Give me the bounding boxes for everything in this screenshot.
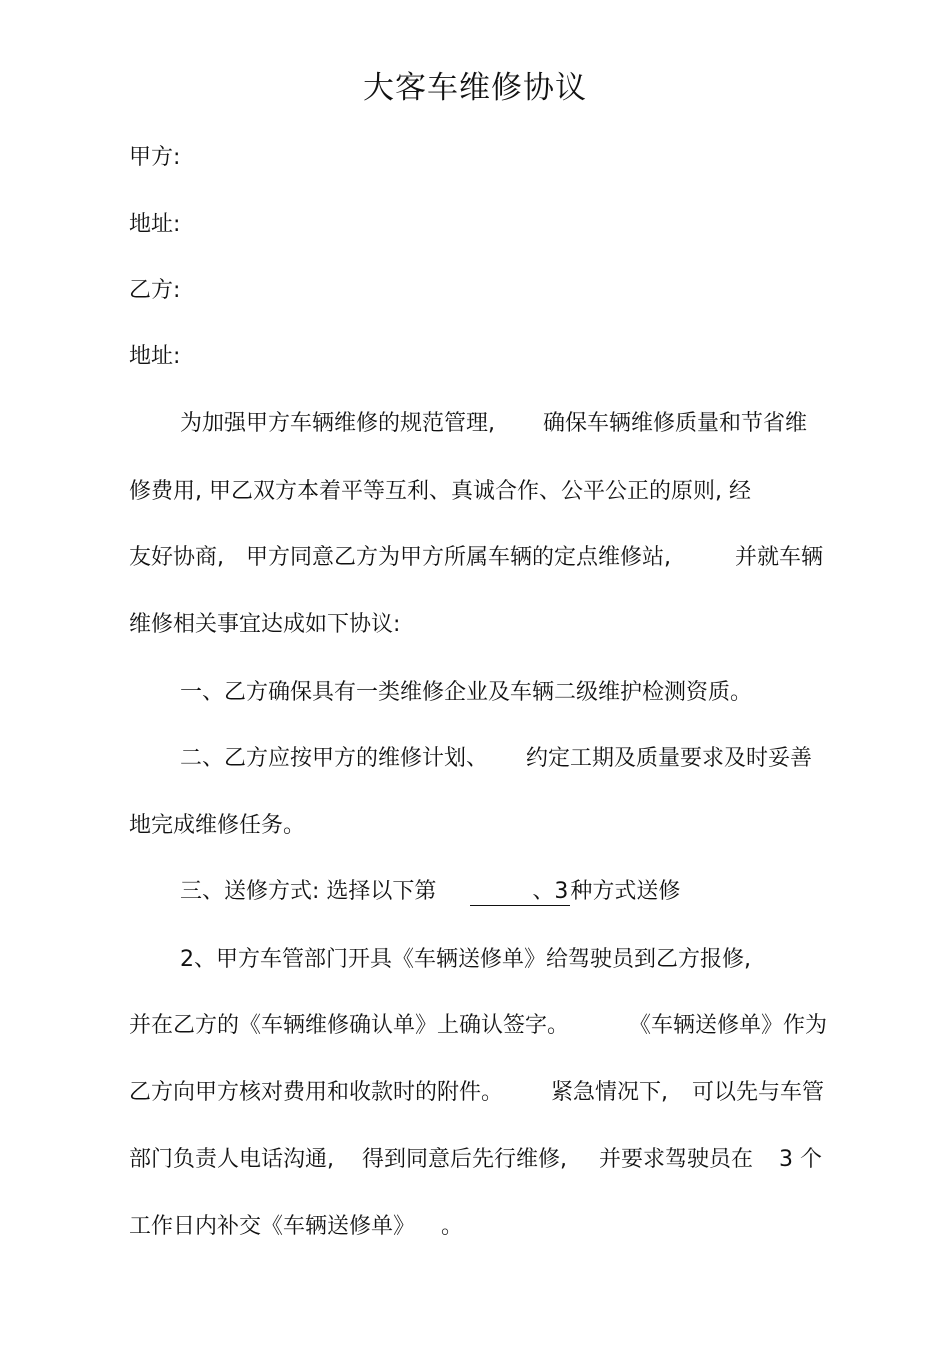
clause-2-line-1 <box>180 744 812 774</box>
clause-3-prefix: 三、送修方式: 选择以下第 <box>180 879 437 904</box>
clause-text: 二、乙方应按甲方的维修计划、 <box>180 746 489 771</box>
intro-text: 为加强甲方车辆维修的规范管理, <box>180 411 495 436</box>
item-text: 乙方向甲方核对费用和收款时的附件。 <box>129 1080 504 1105</box>
clause-3 <box>180 877 680 907</box>
item-text: 并在乙方的《车辆维修确认单》上确认签字。 <box>129 1013 570 1038</box>
item-text: 部门负责人电话沟通, <box>129 1147 334 1172</box>
document-title: 大客车维修协议 <box>363 70 587 106</box>
item-text: 得到同意后先行维修, <box>362 1147 567 1172</box>
item-2-line-3 <box>129 1078 824 1108</box>
item-text: 3 个 <box>779 1147 823 1172</box>
item-text: 工作日内补交《车辆送修单》 <box>129 1214 416 1239</box>
item-2-line-2 <box>129 1011 827 1041</box>
item-text: 。 <box>441 1214 464 1239</box>
intro-line-4: 维修相关事宜达成如下协议: <box>129 612 401 637</box>
item-text: 可以先与车管 <box>692 1080 825 1105</box>
item-2-line-4 <box>129 1145 822 1175</box>
item-text: 紧急情况下, <box>551 1080 669 1105</box>
clause-text: 约定工期及质量要求及时妥善 <box>526 746 813 771</box>
party-b-label: 乙方: <box>129 278 181 303</box>
item-2-line-1: 2、甲方车管部门开具《车辆送修单》给驾驶员到乙方报修, <box>180 947 751 972</box>
intro-line-3 <box>129 543 823 573</box>
intro-text: 确保车辆维修质量和节省维 <box>543 411 808 436</box>
intro-text: 甲方同意乙方为甲方所属车辆的定点维修站, <box>246 545 671 570</box>
item-text: 《车辆送修单》作为 <box>629 1013 828 1038</box>
intro-line-2: 修费用, 甲乙双方本着平等互利、真诚合作、公平公正的原则, 经 <box>129 479 751 504</box>
clause-2-line-2: 地完成维修任务。 <box>129 813 306 838</box>
clause-3-suffix: 种方式送修 <box>570 879 681 904</box>
party-a-label: 甲方: <box>129 145 181 170</box>
intro-text: 友好协商, <box>129 545 224 570</box>
address-b-label: 地址: <box>129 344 181 369</box>
clause-1: 一、乙方确保具有一类维修企业及车辆二级维护检测资质。 <box>180 680 753 705</box>
item-text: 并要求驾驶员在 <box>599 1147 754 1172</box>
choice-blank: 、3 <box>470 879 570 906</box>
address-a-label: 地址: <box>129 212 181 237</box>
item-2-line-5 <box>129 1212 463 1242</box>
intro-text: 并就车辆 <box>735 545 824 570</box>
intro-line-1 <box>180 409 807 439</box>
